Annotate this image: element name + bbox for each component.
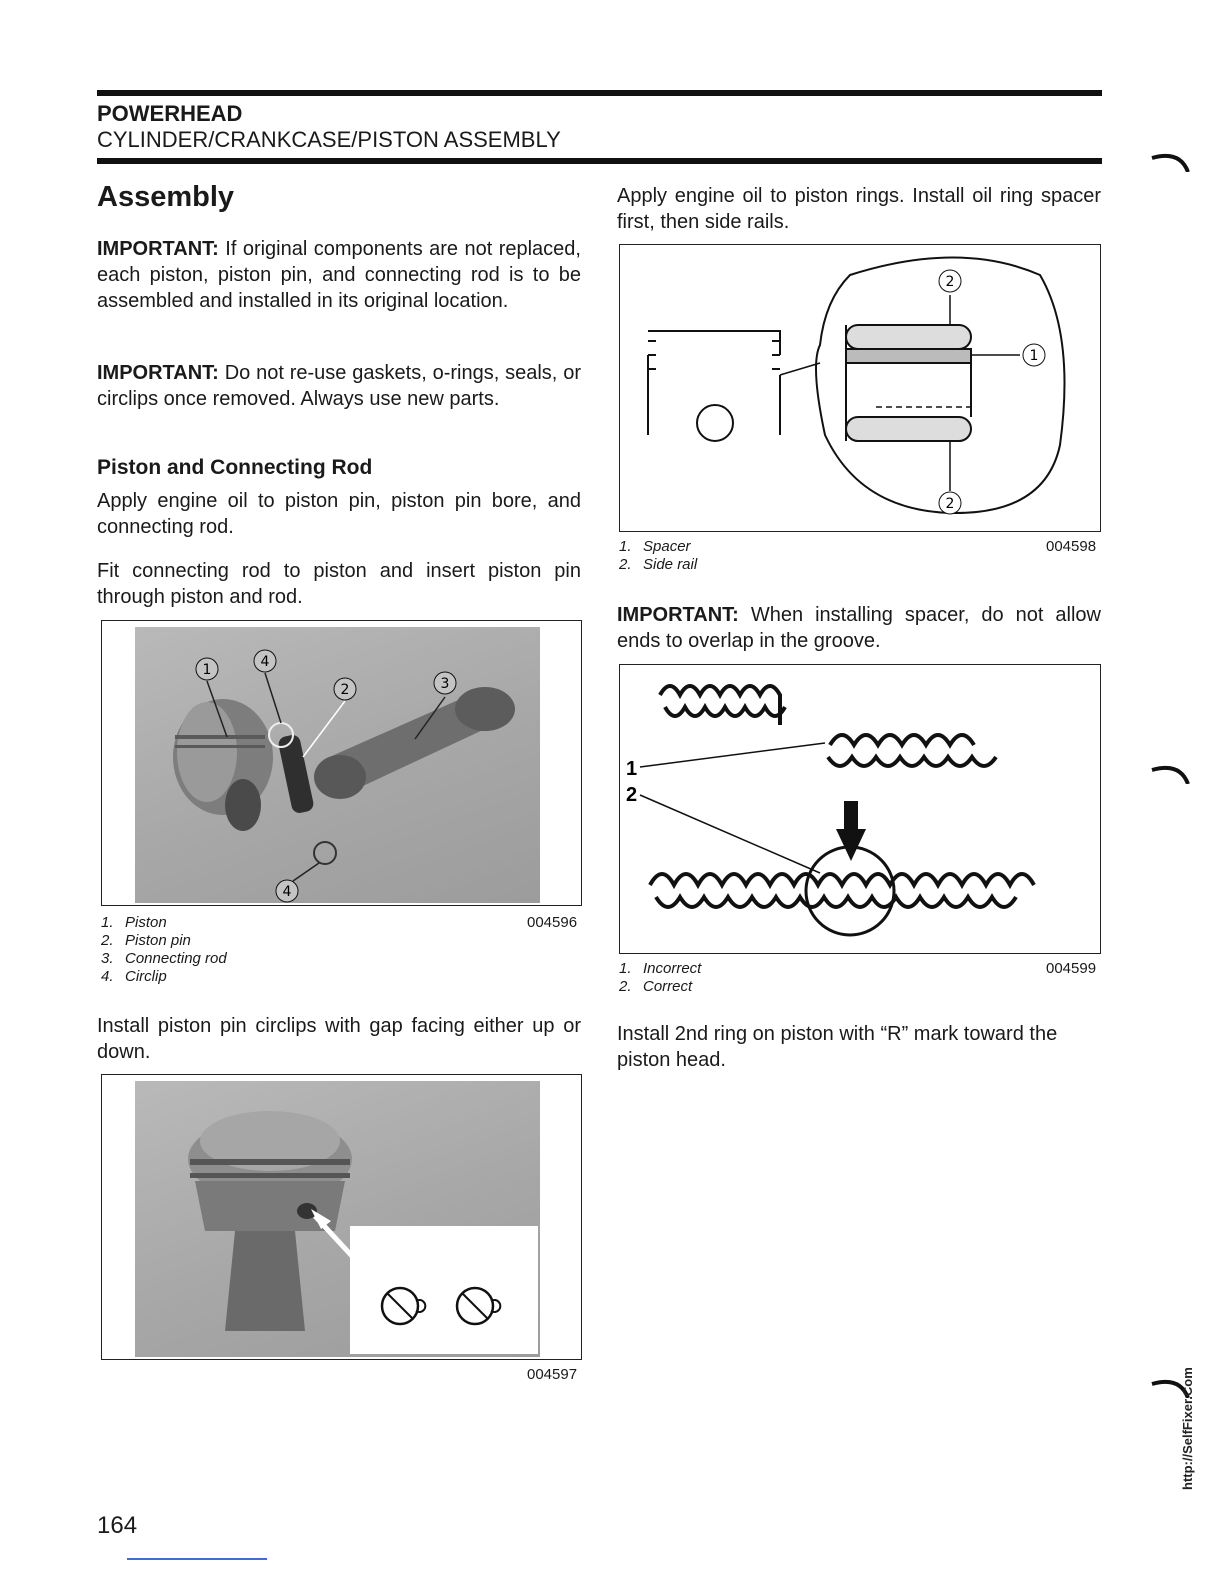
callout-4 (254, 650, 276, 672)
legend-item (101, 914, 227, 932)
paragraph: Fit connecting rod to piston and insert piston pin through piston and rod. (97, 560, 581, 608)
paragraph: Install piston pin circlips with gap facing either up or down. (97, 1015, 581, 1063)
legend-number: 1. (619, 960, 632, 977)
legend-number: 2. (619, 978, 632, 995)
svg-text:2: 2 (945, 274, 955, 290)
legend-item (619, 978, 701, 996)
binder-tab-mark (1150, 762, 1200, 784)
header-bottom-rule (97, 158, 1102, 164)
legend-number: 1. (619, 538, 632, 555)
legend-number: 4. (101, 968, 114, 985)
svg-text:2: 2 (340, 682, 350, 698)
legend-item (619, 556, 697, 574)
figure4-legend (619, 960, 701, 996)
legend-label: Circlip (125, 968, 167, 985)
legend-label: Incorrect (643, 960, 702, 977)
legend-item (101, 932, 227, 950)
figure-circlip-gap (101, 1074, 582, 1360)
legend-label: Correct (643, 978, 693, 995)
callout-2 (939, 270, 961, 292)
callout-2b (939, 492, 961, 514)
legend-number: 1. (101, 914, 114, 931)
watermark-url: http://SelfFixer.Com (1180, 1367, 1195, 1490)
svg-text:1: 1 (1029, 348, 1039, 364)
photo-piston-assembled (135, 1081, 540, 1357)
piston-parts-illustration (135, 627, 540, 903)
figure-spacer-ends (619, 664, 1101, 954)
spacer-ends-diagram (620, 665, 1100, 953)
important-label: IMPORTANT: (617, 604, 739, 626)
important-note-1 (97, 236, 581, 314)
oil-ring-diagram (620, 245, 1100, 531)
legend-number: 2. (619, 556, 632, 573)
figure3-legend (619, 538, 697, 574)
svg-text:1: 1 (202, 662, 212, 678)
legend-label: Piston pin (125, 932, 191, 949)
legend-label: Side rail (643, 556, 698, 573)
figure-id: 004598 (1046, 538, 1097, 555)
header-top-rule (97, 90, 1102, 96)
important-note-3 (617, 602, 1101, 654)
subsection-heading: Piston and Connecting Rod (97, 456, 373, 479)
circlip-gap-diagram (350, 1226, 538, 1354)
svg-text:3: 3 (440, 676, 450, 692)
svg-text:4: 4 (282, 884, 292, 900)
svg-text:4: 4 (260, 654, 270, 670)
footer-link-underline (127, 1558, 267, 1560)
paragraph: Apply engine oil to piston rings. Install oil ring spacer first, then side rails. (617, 185, 1101, 233)
figure1-legend (101, 914, 227, 986)
paragraph: Install 2nd ring on piston with “R” mark toward the piston head. (617, 1023, 1058, 1071)
callout-2: 2 (626, 784, 638, 806)
important-text: Do not re-use gaskets, o-rings, seals, or circlips once removed. Always use new parts. (97, 362, 581, 410)
legend-number: 2. (101, 932, 114, 949)
section-title: POWERHEAD (97, 101, 243, 126)
subsection-title: CYLINDER/CRANKCASE/PISTON ASSEMBLY (97, 127, 561, 152)
figure-piston-parts (101, 620, 582, 906)
important-text: When installing spacer, do not allow ends to overlap in the groove. (617, 604, 1101, 652)
important-text: If original components are not replaced, each piston, piston pin, and connecting rod is to be assembled and installed in its original location. (97, 238, 581, 312)
legend-item (101, 950, 227, 968)
page-heading: Assembly (97, 181, 235, 213)
callout-3 (434, 672, 456, 694)
figure-oil-ring (619, 244, 1101, 532)
paragraph: Apply engine oil to piston pin, piston pin bore, and connecting rod. (97, 490, 581, 538)
binder-tab-mark (1150, 150, 1200, 172)
figure-id: 004597 (527, 1366, 578, 1383)
legend-label: Spacer (643, 538, 691, 555)
photo-piston-parts (135, 627, 540, 903)
legend-item (619, 960, 701, 978)
circlip-inset (350, 1226, 538, 1354)
legend-item (101, 968, 227, 986)
legend-label: Connecting rod (125, 950, 227, 967)
important-label: IMPORTANT: (97, 238, 219, 260)
figure-id: 004596 (527, 914, 578, 931)
important-note-2 (97, 360, 581, 412)
legend-item (619, 538, 697, 556)
figure-id: 004599 (1046, 960, 1097, 977)
legend-label: Piston (125, 914, 167, 931)
legend-number: 3. (101, 950, 114, 967)
callout-1: 1 (626, 758, 638, 780)
page-number: 164 (97, 1512, 138, 1539)
callout-4b (276, 880, 298, 902)
important-label: IMPORTANT: (97, 362, 219, 384)
svg-text:2: 2 (945, 496, 955, 512)
callout-2 (334, 678, 356, 700)
callout-1 (196, 658, 218, 680)
callout-1 (1023, 344, 1045, 366)
